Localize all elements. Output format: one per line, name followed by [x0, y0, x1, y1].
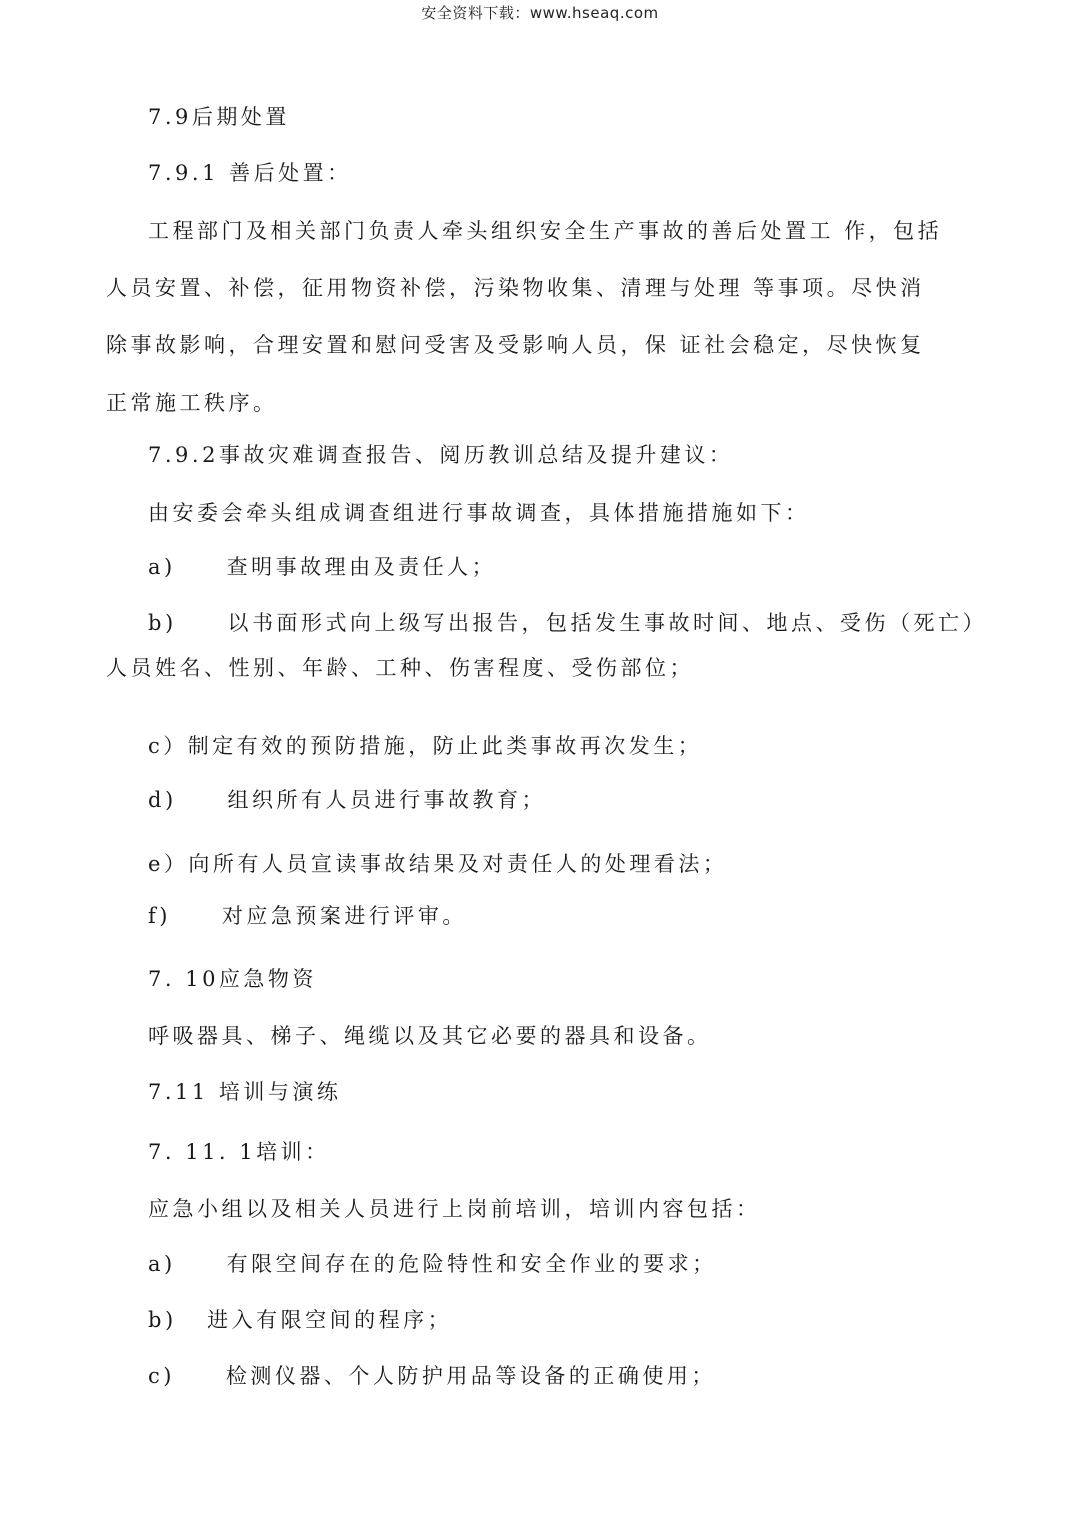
section-7-9-1-heading: 7.9.1 善后处置： [148, 161, 352, 185]
list-item-continuation: 人员姓名、性别、年龄、工种、伤害程度、受伤部位； [106, 656, 694, 680]
list-item: e）向所有人员宣读事故结果及对责任人的处理看法； [148, 852, 728, 876]
list-item: f) 对应急预案进行评审。 [148, 904, 467, 928]
paragraph-line: 人员安置、补偿，征用物资补偿，污染物收集、清理与处理 等事项。尽快消 [106, 276, 925, 300]
paragraph-line: 正常施工秩序。 [106, 391, 278, 415]
section-7-10-heading: 7. 10应急物资 [148, 967, 317, 991]
page-header-source: 安全资料下载：www.hseaq.com [421, 4, 659, 22]
section-7-9-heading: 7.9后期处置 [148, 105, 290, 129]
list-item: a) 有限空间存在的危险特性和安全作业的要求； [148, 1252, 717, 1276]
list-item: c) 检测仪器、个人防护用品等设备的正确使用； [148, 1364, 716, 1388]
list-item: a) 查明事故理由及责任人； [148, 555, 497, 579]
list-item: c）制定有效的预防措施，防止此类事故再次发生； [148, 734, 703, 758]
section-7-11-heading: 7.11 培训与演练 [148, 1080, 342, 1104]
list-item: b) 进入有限空间的程序； [148, 1308, 453, 1332]
paragraph-line: 应急小组以及相关人员进行上岗前培训，培训内容包括： [148, 1197, 761, 1221]
paragraph-line: 由安委会牵头组成调查组进行事故调查，具体措施措施如下： [148, 501, 810, 525]
section-7-11-1-heading: 7. 11. 1培训： [148, 1140, 330, 1164]
paragraph-line: 除事故影响，合理安置和慰问受害及受影响人员，保 证社会稳定，尽快恢复 [106, 333, 925, 357]
paragraph-line: 工程部门及相关部门负责人牵头组织安全生产事故的善后处置工 作，包括 [148, 219, 943, 243]
list-item: d) 组织所有人员进行事故教育； [148, 788, 547, 812]
list-item: b) 以书面形式向上级写出报告，包括发生事故时间、地点、受伤（死亡） [148, 611, 988, 635]
section-7-9-2-heading: 7.9.2事故灾难调查报告、阅历教训总结及提升建议： [148, 443, 734, 467]
paragraph-line: 呼吸器具、梯子、绳缆以及其它必要的器具和设备。 [148, 1024, 712, 1048]
